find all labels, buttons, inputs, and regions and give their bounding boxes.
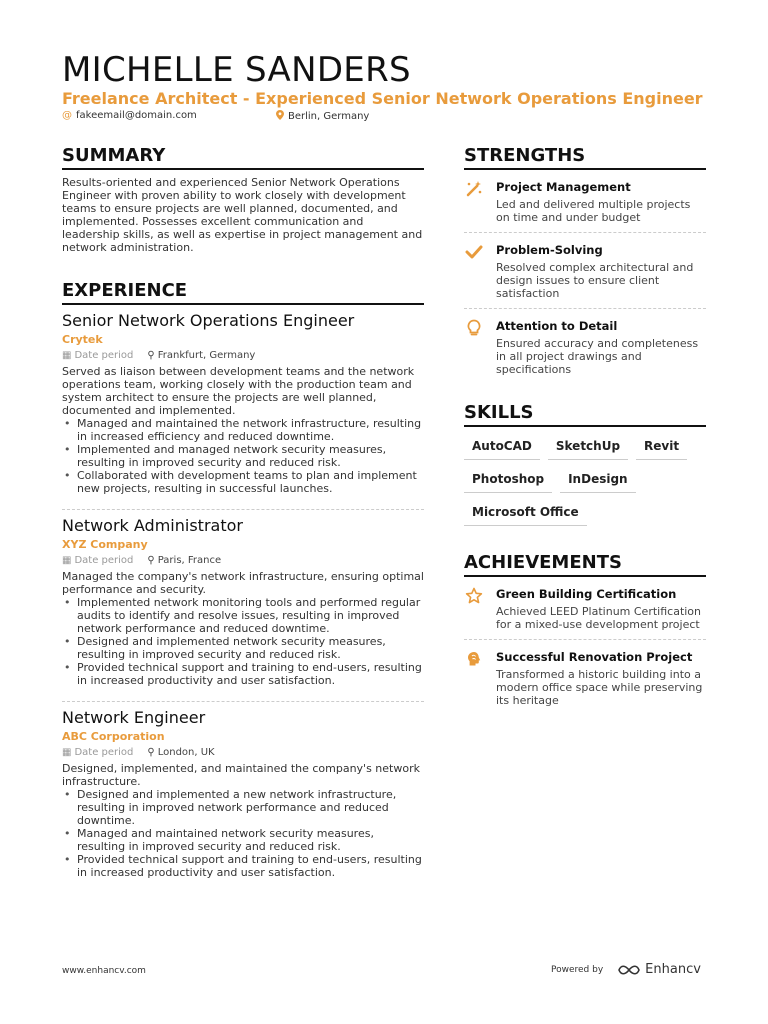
achievement-desc: Transformed a historic building into a modern office space while preserving its heritage [496, 668, 703, 707]
strength-item [464, 176, 706, 233]
skill-tag: Revit [636, 433, 687, 460]
job-title: Network Administrator [62, 516, 243, 535]
bullet-item: • Implemented and managed network security measures, resulting in improved security and reduced risk. [62, 443, 424, 469]
footer-powered [551, 962, 701, 977]
strength-desc: Led and delivered multiple projects on time and under budget [496, 198, 691, 224]
right-column [464, 145, 706, 721]
job-entry [62, 701, 424, 885]
skill-tag: Microsoft Office [464, 499, 587, 526]
location-text: Berlin, Germany [288, 111, 370, 122]
job-description: Managed the company's network infrastructure, ensuring optimal performance and security. [62, 570, 424, 596]
left-column [62, 145, 424, 893]
job-location: ⚲ Frankfurt, Germany [147, 350, 256, 361]
strength-title: Problem-Solving [496, 243, 603, 257]
job-bullets [62, 596, 424, 687]
email-text: fakeemail@domain.com [76, 110, 197, 121]
candidate-name: MICHELLE SANDERS [62, 50, 411, 90]
bullet-item: • Managed and maintained network security measures, resulting in improved security and reduced risk. [62, 827, 424, 853]
achievements-heading: ACHIEVEMENTS [464, 552, 706, 577]
job-entry [62, 311, 424, 501]
skills-heading: SKILLS [464, 402, 706, 427]
job-bullets [62, 788, 424, 879]
job-meta [62, 350, 424, 361]
skill-tag: SketchUp [548, 433, 628, 460]
company-name: XYZ Company [62, 538, 148, 551]
calendar-icon: ▦ [62, 747, 72, 758]
calendar-icon: ▦ [62, 350, 72, 361]
summary-heading: SUMMARY [62, 145, 424, 170]
bullet-item: • Provided technical support and training to end-users, resulting in increased productivity and user satisfaction. [62, 853, 424, 879]
job-bullets [62, 417, 424, 495]
bullet-item: • Collaborated with development teams to plan and implement new projects, resulting in successful launches. [62, 469, 424, 495]
bullet-item: • Designed and implemented a new network infrastructure, resulting in improved network performance and reduced downtime. [62, 788, 424, 827]
skills-list [464, 433, 706, 532]
job-description: Designed, implemented, and maintained the company's network infrastructure. [62, 762, 420, 788]
brain-icon [464, 650, 484, 707]
location-pin-icon [276, 110, 284, 123]
achievement-desc: Achieved LEED Platinum Certification for a mixed-use development project [496, 605, 702, 631]
company-name: ABC Corporation [62, 730, 165, 743]
skill-tag: Photoshop [464, 466, 552, 493]
job-date: ▦ Date period [62, 747, 134, 758]
bullet-item: • Provided technical support and training to end-users, resulting in increased productivity and user satisfaction. [62, 661, 424, 687]
skill-tag: AutoCAD [464, 433, 540, 460]
check-icon [464, 243, 484, 300]
skills-section [464, 402, 706, 532]
strength-title: Attention to Detail [496, 319, 618, 333]
job-title: Network Engineer [62, 708, 206, 727]
summary-text: Results-oriented and experienced Senior Network Operations Engineer with proven ability to work closely with development teams to ensure projects are well planned, documented, and implemented. Possesses excellent communication and leadership skills, as well as expertise in project management and network administration. [62, 176, 423, 254]
strength-desc: Resolved complex architectural and design issues to ensure client satisfaction [496, 261, 694, 300]
strengths-heading: STRENGTHS [464, 145, 706, 170]
job-entry [62, 509, 424, 693]
achievement-title: Green Building Certification [496, 587, 677, 601]
job-meta [62, 555, 424, 566]
location-pin-icon: ⚲ [147, 555, 155, 566]
job-location: ⚲ London, UK [147, 747, 215, 758]
star-icon [464, 587, 484, 631]
powered-by-label: Powered by [551, 964, 604, 975]
contact-email[interactable] [62, 110, 197, 121]
achievement-title: Successful Renovation Project [496, 650, 693, 664]
job-title: Senior Network Operations Engineer [62, 311, 355, 330]
location-pin-icon: ⚲ [147, 747, 155, 758]
job-date: ▦ Date period [62, 555, 134, 566]
enhancv-logo[interactable] [617, 962, 701, 977]
strength-item [464, 239, 706, 309]
strength-item [464, 315, 706, 384]
bullet-item: • Implemented network monitoring tools and performed regular audits to identify and resolve issues, resulting in improved network performance and reduced downtime. [62, 596, 424, 635]
experience-heading: EXPERIENCE [62, 280, 424, 305]
job-description: Served as liaison between development teams and the network operations team, working closely with the production team and system architect to ensure the projects are well planned, documented and implemented. [62, 365, 415, 417]
strength-title: Project Management [496, 180, 631, 194]
summary-section [62, 145, 424, 254]
achievements-section [464, 552, 706, 715]
company-name: Crytek [62, 333, 103, 346]
candidate-title: Freelance Architect - Experienced Senior Network Operations Engineer [62, 89, 703, 108]
strengths-section [464, 145, 706, 384]
brand-name: Enhancv [645, 962, 701, 977]
enhancv-logo-icon [617, 963, 641, 977]
calendar-icon: ▦ [62, 555, 72, 566]
experience-section [62, 280, 424, 885]
at-icon: @ [62, 110, 72, 121]
job-location: ⚲ Paris, France [147, 555, 222, 566]
bullet-item: • Managed and maintained the network infrastructure, resulting in increased efficiency and reduced downtime. [62, 417, 424, 443]
location-pin-icon: ⚲ [147, 350, 155, 361]
achievement-item [464, 646, 706, 715]
achievement-item [464, 583, 706, 640]
contact-location [276, 110, 369, 123]
footer-website[interactable]: www.enhancv.com [62, 966, 146, 976]
skill-tag: InDesign [560, 466, 636, 493]
strength-desc: Ensured accuracy and completeness in all project drawings and specifications [496, 337, 699, 376]
job-meta [62, 747, 424, 758]
bullet-item: • Designed and implemented network security measures, resulting in improved security and reduced risk. [62, 635, 424, 661]
wand-icon [464, 180, 484, 224]
lightbulb-icon [464, 319, 484, 376]
job-date: ▦ Date period [62, 350, 134, 361]
